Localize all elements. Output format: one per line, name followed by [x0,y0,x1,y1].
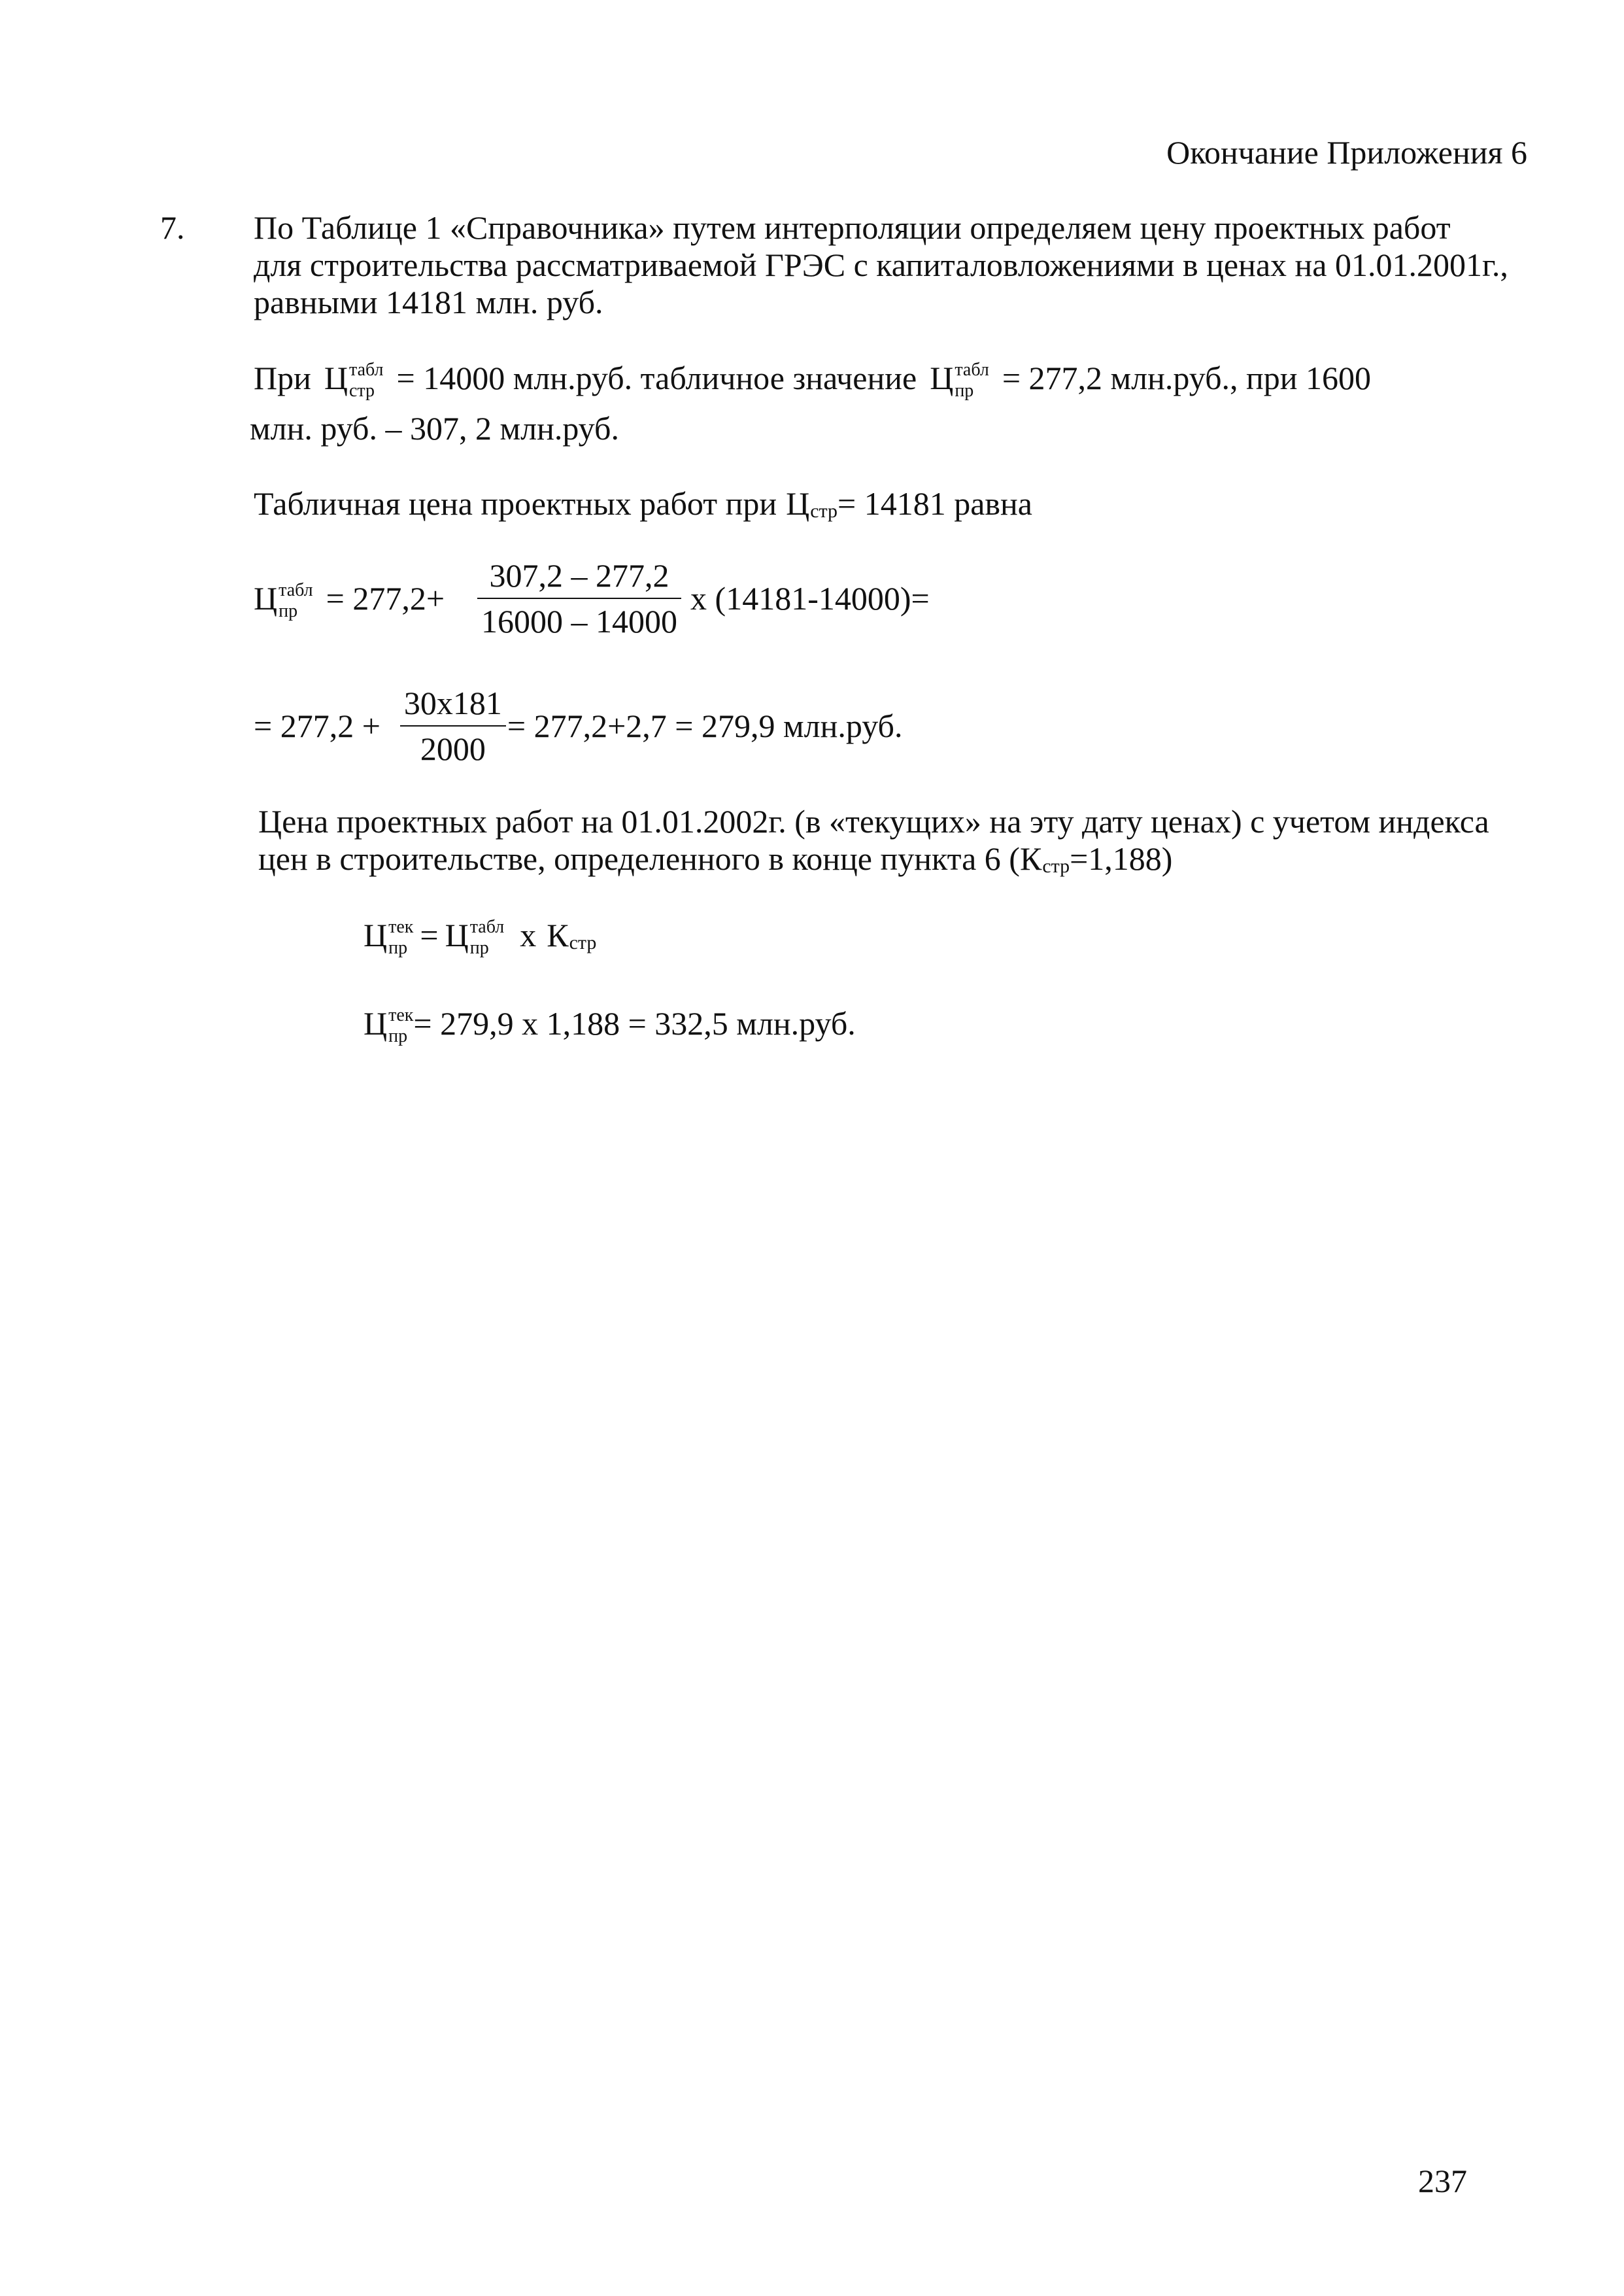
symbol-c-pr-tabl: Ц табл пр [445,917,505,958]
para1-mid: = 14000 млн.руб. табличное значение [396,360,917,396]
para1-suffix: = 277,2 млн.руб., при 1600 [1002,360,1372,396]
formula4-rhs: = 279,9 х 1,188 = 332,5 млн.руб. [413,1005,856,1042]
formula2-fraction: $\frac{30х181}{2000}$ [400,683,506,768]
formula-4 [364,1004,856,1046]
para1-prefix: При [254,360,311,396]
para3-line-1: Цена проектных работ на 01.01.2002г. (в «текущих» на эту дату ценах) с учетом индекса [258,803,1489,840]
para1-line-2: млн. руб. – 307, 2 млн.руб. [250,410,619,447]
formula1-rhs: х (14181-14000)= [690,580,930,617]
symbol-c-str-tabl: Ц табл стр [324,360,384,401]
formula-1 [254,556,930,641]
item-number: 7. [160,209,185,246]
para1-line-1 [254,358,1372,401]
formula2-rhs: = 277,2+2,7 = 279,9 млн.руб. [507,708,903,744]
page-header: Окончание Приложения 6 [1166,134,1527,171]
item-line-1: По Таблице 1 «Справочника» путем интерполяции определяем цену проектных работ [254,209,1451,246]
formula1-lhs: = 277,2+ [326,580,445,617]
para2-line: Табличная цена проектных работ при Ц стр = 14181 равна [254,485,1032,522]
para3-line-2: цен в строительстве, определенного в конце пункта 6 ( К стр =1,188) [258,840,1173,877]
symbol-c-pr-tek: Ц тек пр [364,917,414,958]
page-number: 237 [1418,2163,1467,2199]
symbol-c-pr-tek: Ц тек пр [364,1005,414,1046]
symbol-c-pr-tabl: Ц табл пр [254,580,313,621]
item-line-2: для строительства рассматриваемой ГРЭС с капиталовложениями в ценах на 01.01.2001г., [254,247,1508,283]
formula2-lhs: = 277,2 + [254,708,381,744]
item-line-3: равными 14181 млн. руб. [254,284,603,320]
symbol-c-pr-tabl: Ц табл пр [930,360,989,401]
formula1-fraction: $\frac{307,2 - 277,2}{16000 - 14000}$ [477,556,681,641]
formula-2 [254,683,902,768]
formula-3: Ц тек пр = Ц табл пр х К стр [364,917,597,958]
